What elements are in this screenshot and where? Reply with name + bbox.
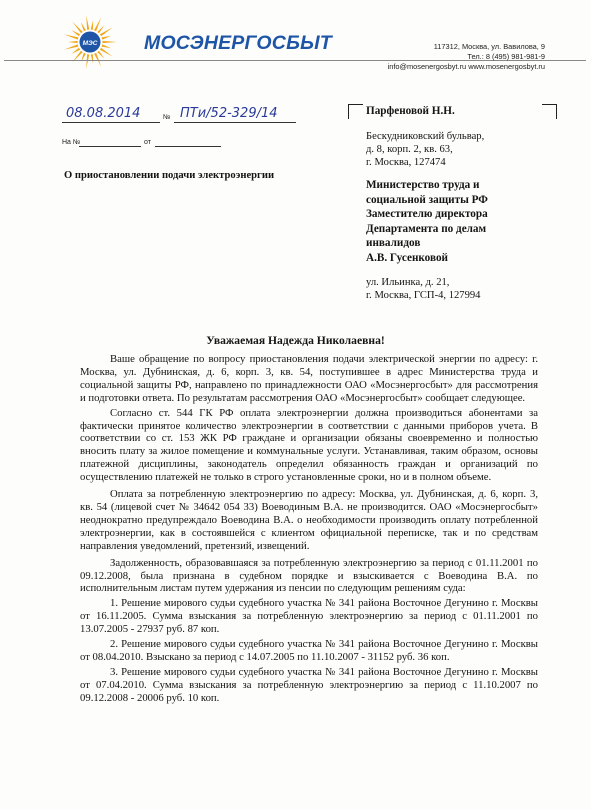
handwritten-date: 08.08.2014 xyxy=(66,106,141,121)
paragraph: Согласно ст. 544 ГК РФ оплата электроэнергии должна производиться абонентами за фактически принятое количество электроэнергии в соответствии с данными приборов учета. В соответствии со ст. 153 ЖК РФ граждане и организации обязаны своевременно и полностью вносить плату за жилое помещение и коммунальные услуги. Устанавливая, таким образом, основы платежной дисциплины, законодатель определил обязанность граждан и организаций по осуществлению платежей не только в строго установленные сроки, но и в полном объеме. xyxy=(80,406,538,484)
paragraph: Ваше обращение по вопросу приостановления подачи электрической энергии по адресу: г. Москва, ул. Дубнинская, д. 6, корп. 3, кв. 54, поступившее в адрес Министерства труда и социальной защиты РФ, направлено по принадлежности ОАО «Мосэнергосбыт» для рассмотрения и подготовки ответа. По результатам рассмотрения ОАО «Мосэнергосбыт» сообщает следующее. xyxy=(80,353,538,404)
address-corner-left xyxy=(348,104,363,119)
number-label: № xyxy=(163,114,171,121)
paragraph: Задолженность, образовавшаяся за потребленную электроэнергию за период с 01.11.2001 по 09.12.2008, была признана в судебном порядке и взыскивается с Воеводина В.А. по исполнительным листам путем удержания из пенсии по следующим решениям суда: xyxy=(80,556,538,595)
letter-greeting: Уважаемая Надежда Николаевна! xyxy=(206,334,385,347)
address-corner-right xyxy=(542,104,557,119)
company-address: 117312, Москва, ул. Вавилова, 9 xyxy=(433,42,545,51)
reply-to-label: На № xyxy=(62,139,81,146)
sun-rays-icon xyxy=(60,14,120,70)
company-phone: Тел.: 8 (495) 981-981-9 xyxy=(467,52,545,61)
paragraph: 3. Решение мирового судьи судебного участка № 341 района Восточное Дегунино г. Москвы от 07.04.2010. Сумма взыскания за потребленную электроэнергию за период с 11.10.2007 по 09.12.2008 - 20006 руб. 10 коп. xyxy=(80,665,538,704)
paragraph: 1. Решение мирового судьи судебного участка № 341 района Восточное Дегунино г. Москвы от 16.11.2005. Сумма взыскания за потребленную электроэнергию за период с 01.11.2001 по 13.07.2005 - 27937 руб. 87 коп. xyxy=(80,597,538,636)
number-underline xyxy=(174,122,296,123)
paragraph: 2. Решение мирового судьи судебного участка № 341 района Восточное Дегунино г. Москвы от 08.04.2010. Взыскано за период с 14.07.2005 по 11.10.2007 - 31152 руб. 36 коп. xyxy=(80,638,538,663)
letter-subject: О приостановлении подачи электроэнергии xyxy=(64,170,275,181)
reply-date-label: от xyxy=(144,139,151,146)
copy-recipient: Министерство труда и социальной защиты РФ Заместителю директора Департамента по делам инвалидов А.В. Гусенковой xyxy=(366,179,488,264)
letter-body xyxy=(80,353,538,707)
company-contacts xyxy=(388,42,545,72)
logo-wordmark: МОСЭНЕРГОСБЫТ xyxy=(144,32,332,54)
logo-badge: МЭС xyxy=(82,40,98,47)
reply-number-underline xyxy=(79,146,141,147)
company-email-site: info@mosenergosbyt.ru www.mosenergosbyt.ru xyxy=(387,62,545,71)
date-underline xyxy=(62,122,160,123)
reply-date-underline xyxy=(155,146,221,147)
handwritten-number: ПТи/52-329/14 xyxy=(180,106,278,121)
copy-recipient-address: ул. Ильинка, д. 21, г. Москва, ГСП-4, 127994 xyxy=(366,277,481,302)
company-logo xyxy=(60,14,360,70)
recipient-name: Парфеновой Н.Н. xyxy=(366,105,455,117)
recipient-address: Бескудниковский бульвар, д. 8, корп. 2, кв. 63, г. Москва, 127474 xyxy=(366,131,485,169)
paragraph: Оплата за потребленную электроэнергию по адресу: Москва, ул. Дубнинская, д. 6, корп. 3, кв. 54 (лицевой счет № 34642 054 33) Воеводиным В.А. не производится. ОАО «Мосэнергосбыт» неоднократно предупреждало Воеводина В.А. о необходимости производить оплату потребленной электроэнергии, как в состоявшейся с клиентом официальной переписке, так и по средствам направления уведомлений, претензий, извещений. xyxy=(80,488,538,552)
